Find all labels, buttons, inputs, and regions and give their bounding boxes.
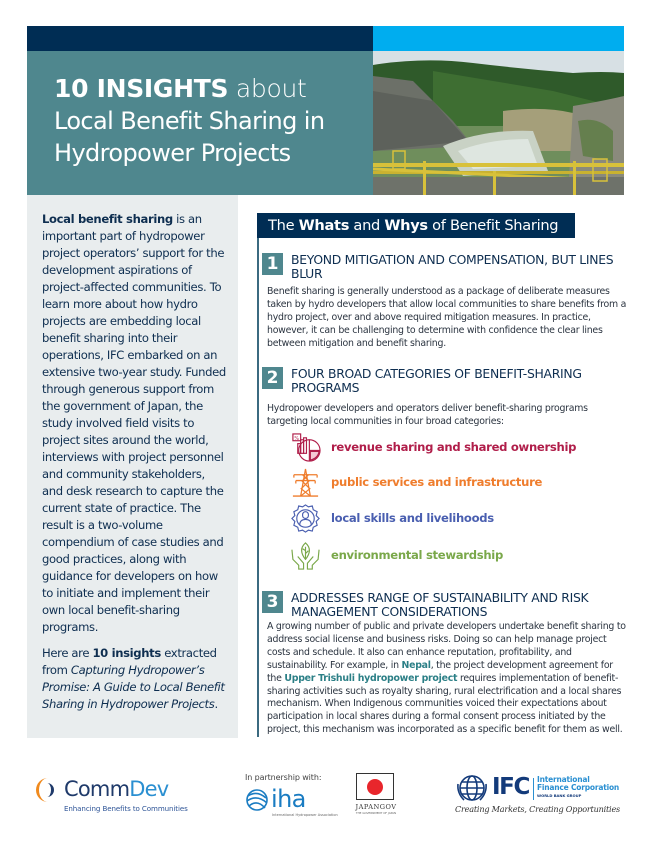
intro-body: is an important part of hydropower project operators’ support for the development aspirations of project-affected communities. To learn more about how hydro projects are embedding local benefit sharing into their operations, IFC embarked on an extensive two-year study. Funded through generous support from the government of Japan, the study involved field visits to project sites around the world, interviews with project personnel and community stakeholders, and desk research to capture the current state of practice. The result is a two-volume compendium of case studies and good practices, along with guidance for developers on how to initiate and implement their own local benefit-sharing programs.	[42, 212, 226, 634]
iha-subtitle: International Hydropower Association	[272, 813, 338, 817]
partnership-label: In partnership with:	[245, 773, 322, 782]
ifc-short-name: IFC	[492, 774, 529, 800]
ifc-full-name-line-1: International	[537, 775, 590, 784]
commdev-name-comm: Comm	[64, 777, 130, 801]
iha-name: iha	[271, 785, 306, 813]
commdev-emblem-icon	[35, 777, 61, 803]
japan-flag-icon	[356, 773, 394, 800]
insight-number-badge: 1	[262, 253, 283, 275]
category-label: revenue sharing and shared ownership	[331, 440, 577, 454]
ifc-full-name	[537, 776, 619, 792]
title-rest: about	[228, 74, 307, 103]
world-bank-group-label: WORLD BANK GROUP	[537, 794, 582, 798]
intro-p2-bold: 10 insights	[92, 646, 161, 660]
commdev-tagline: Enhancing Benefits to Communities	[64, 804, 188, 813]
power-tower-icon	[290, 467, 321, 498]
japan-gov-label: JAPANGOV	[355, 803, 397, 811]
commdev-name-dev: Dev	[129, 777, 169, 801]
ifc-full-name-line-2: Finance Corporation	[537, 783, 620, 792]
ifc-tagline: Creating Markets, Creating Opportunities	[455, 804, 620, 814]
header-navy-bar	[27, 26, 373, 51]
insight-body	[267, 621, 627, 737]
iha-globe-icon	[245, 788, 269, 812]
title-strong: 10 INSIGHTS	[54, 74, 229, 103]
intro-p2-prefix: Here are	[42, 646, 93, 660]
header-cyan-bar	[373, 26, 624, 51]
category-local-skills	[290, 503, 494, 533]
category-label: local skills and livelihoods	[331, 511, 494, 525]
insight-body-part: , the project development agreement for the	[267, 659, 613, 684]
svg-text:%: %	[294, 436, 299, 442]
section-prefix: The	[268, 217, 299, 234]
title-block	[27, 51, 373, 195]
section-whats: Whats	[298, 217, 350, 234]
ifc-divider	[533, 778, 534, 800]
category-environmental	[290, 540, 503, 570]
japan-gov-subtitle: THE GOVERNMENT OF JAPAN	[355, 811, 397, 815]
section-suffix: of Benefit Sharing	[427, 217, 559, 234]
hands-leaf-icon	[290, 540, 321, 571]
person-gear-icon	[290, 503, 321, 534]
insight-title: ADDRESSES RANGE OF SUSTAINABILITY AND RISK MANAGEMENT CONSIDERATIONS	[291, 590, 589, 619]
page-title-line-1	[54, 73, 373, 105]
world-bank-globe-icon	[456, 773, 488, 803]
highlight-upper-trishuli: Upper Trishuli hydropower project	[284, 672, 458, 684]
commdev-name	[64, 777, 168, 801]
page-title-line-2: Local Benefit Sharing in	[54, 107, 325, 135]
iha-logo	[245, 785, 340, 818]
category-label: environmental stewardship	[331, 548, 503, 562]
insight-body-part: A growing number of public and private developers undertake benefit sharing to address social license and business risks. Doing so can help manage project costs and schedule. It also can enhance reputation, profitability, and sustainability. For example, in	[267, 621, 626, 671]
intro-p2-end: .	[214, 697, 218, 711]
insight-body: Hydropower developers and operators deliver benefit-sharing programs targeting local communities in four broad categories:	[267, 403, 588, 427]
category-label: public services and infrastructure	[331, 475, 543, 489]
intro-bold-lead: Local benefit sharing	[42, 212, 173, 226]
insight-title: BEYOND MITIGATION AND COMPENSATION, BUT LINES BLUR	[291, 252, 614, 281]
insight-number-badge: 2	[262, 367, 283, 389]
japan-gov-logo	[351, 773, 401, 815]
section-divider-line	[257, 238, 259, 737]
insight-title: FOUR BROAD CATEGORIES OF BENEFIT-SHARING PROGRAMS	[291, 366, 582, 395]
page-title-line-3: Hydropower Projects	[54, 139, 291, 167]
insight-number-badge: 3	[262, 591, 283, 613]
category-public-services	[290, 467, 542, 497]
hydropower-dam-photo	[373, 51, 624, 195]
intro-paragraph-1	[42, 211, 228, 636]
section-whys: Whys	[384, 217, 428, 234]
intro-paragraph-2	[42, 645, 228, 713]
category-revenue-sharing	[290, 432, 576, 462]
dam-photo-illustration	[373, 51, 624, 195]
section-header	[257, 213, 575, 238]
insight-body-part: requires implementation of benefit-sharing activities such as royalty sharing, rural electrification and a local shares mechanism. When Indigenous communities voiced their expectations about participation in local shares during a formal consent process initiated by the project, this mechanism was incorporated as a specific benefit for them as well.	[267, 672, 623, 736]
intro-panel	[27, 195, 238, 738]
guide-title: Capturing Hydropower’s Promise: A Guide to Local Benefit Sharing in Hydropower Projects	[42, 663, 225, 711]
intro-p2-mid: extracted from	[42, 646, 217, 677]
insight-body: Benefit sharing is generally understood as a package of deliberate measures taken by hydro developers that allow local communities to share benefits from a hydro project, over and above required mitigation measures. In practice, however, it can be challenging to determine with confidence the clear lines between mitigation and benefit sharing.	[267, 286, 627, 349]
highlight-nepal: Nepal	[401, 659, 431, 671]
footer-logos	[0, 760, 651, 830]
revenue-chart-icon	[290, 432, 321, 463]
section-and: and	[349, 217, 385, 234]
